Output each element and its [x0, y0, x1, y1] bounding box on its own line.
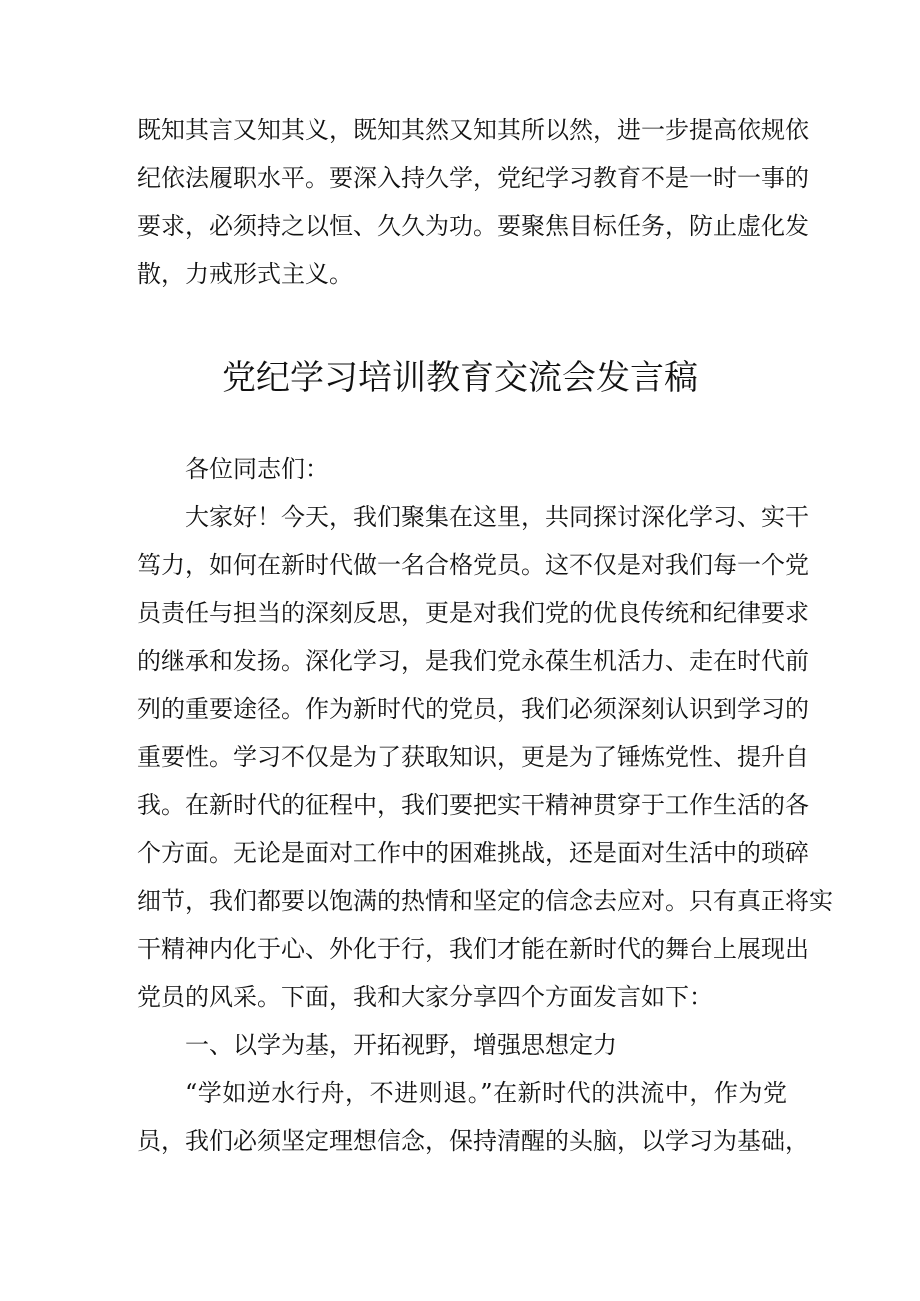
body-line-9: 细节，我们都要以饱满的热情和坚定的信念去应对。只有真正将实: [137, 887, 833, 915]
body-line-3: 员责任与担当的深刻反思，更是对我们党的优良传统和纪律要求: [137, 599, 809, 627]
salutation: 各位同志们：: [185, 455, 329, 483]
body-line-5: 列的重要途径。作为新时代的党员，我们必须深刻认识到学习的: [137, 695, 809, 723]
body-line-11: 党员的风采。下面，我和大家分享四个方面发言如下：: [137, 983, 713, 1011]
document-title: 党纪学习培训教育交流会发言稿: [222, 358, 698, 398]
intro-line-2: 纪依法履职水平。要深入持久学，党纪学习教育不是一时一事的: [137, 164, 809, 192]
body-line-1: 大家好！今天，我们聚集在这里，共同探讨深化学习、实干: [185, 503, 809, 531]
body-line-2: 笃力，如何在新时代做一名合格党员。这不仅是对我们每一个党: [137, 551, 809, 579]
body-line-7: 我。在新时代的征程中，我们要把实干精神贯穿于工作生活的各: [137, 791, 809, 819]
body-line-4: 的继承和发扬。深化学习，是我们党永葆生机活力、走在时代前: [137, 647, 809, 675]
body-line-8: 个方面。无论是面对工作中的困难挑战，还是面对生活中的琐碎: [137, 839, 809, 867]
intro-line-3: 要求，必须持之以恒、久久为功。要聚焦目标任务，防止虚化发: [137, 212, 809, 240]
body-line-10: 干精神内化于心、外化于行，我们才能在新时代的舞台上展现出: [137, 935, 809, 963]
section-line-2: 员，我们必须坚定理想信念，保持清醒的头脑，以学习为基础，: [137, 1127, 809, 1155]
intro-line-1: 既知其言又知其义，既知其然又知其所以然，进一步提高依规依: [137, 116, 809, 144]
section-heading: 一、以学为基，开拓视野，增强思想定力: [185, 1031, 617, 1059]
intro-line-4: 散，力戒形式主义。: [137, 260, 353, 288]
body-line-6: 重要性。学习不仅是为了获取知识，更是为了锤炼党性、提升自: [137, 743, 809, 771]
section-line-1: “学如逆水行舟，不进则退。”在新时代的洪流中，作为党: [185, 1079, 787, 1107]
